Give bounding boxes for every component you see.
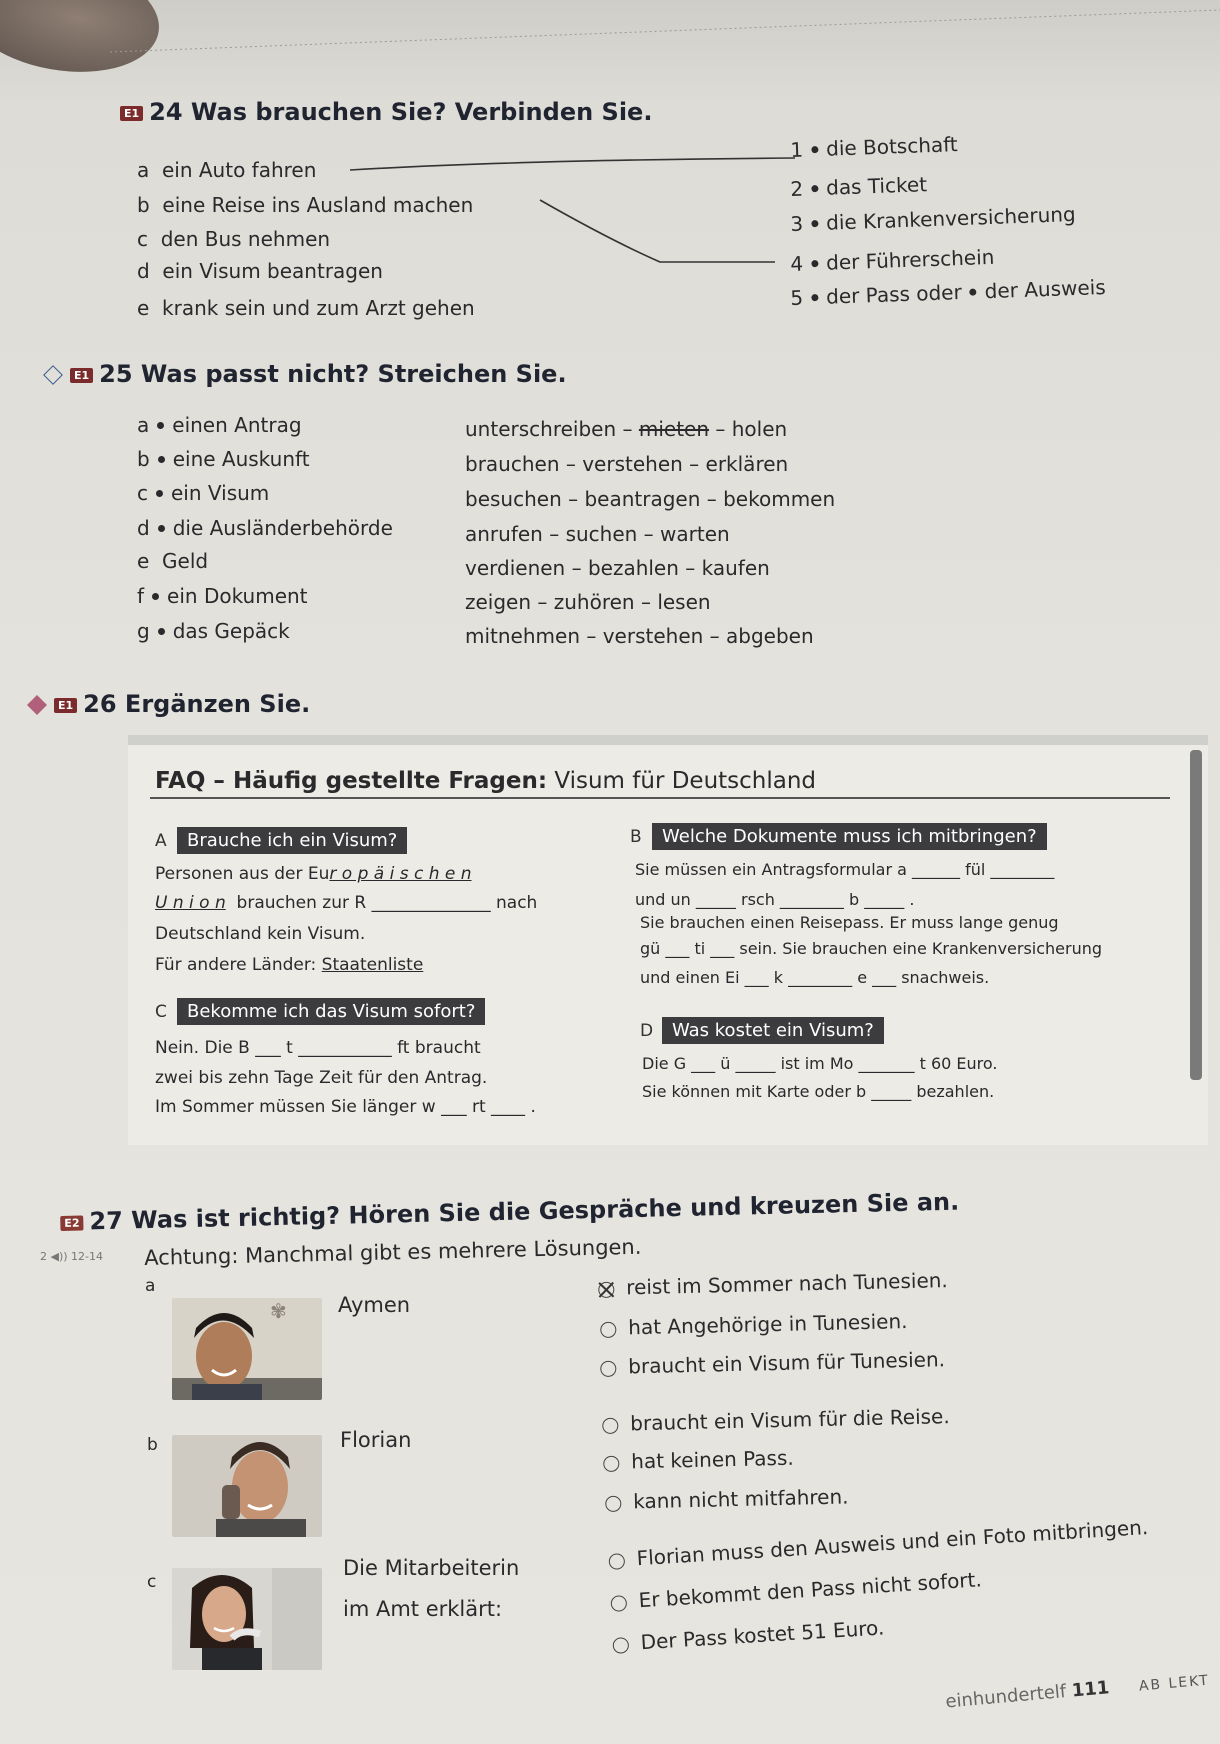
radio-icon[interactable] xyxy=(605,1495,621,1511)
ex26-heading xyxy=(30,690,310,718)
radio-icon[interactable] xyxy=(603,1455,619,1471)
page-number: 111 xyxy=(1070,1677,1111,1702)
ex27-a-option-2[interactable]: hat Angehörige in Tunesien. xyxy=(600,1309,908,1340)
faq-b-header: B Welche Dokumente muss ich mitbringen? xyxy=(630,823,1047,850)
ex24-left-c: c den Bus nehmen xyxy=(137,227,331,251)
ex24-left-a: a ein Auto fahren xyxy=(137,158,317,182)
ex24-left-d: d ein Visum beantragen xyxy=(137,259,383,283)
ex25-diamond-icon xyxy=(43,365,63,385)
ex25-row-a: a einen Antrag xyxy=(137,413,302,437)
ex25-row-d: d die Ausländerbehörde xyxy=(137,516,393,540)
faq-b-line4: gü ___ ti ___ sein. Sie brauchen eine Krankenversicherung xyxy=(640,939,1103,958)
ex27-a-letter: a xyxy=(145,1276,156,1296)
faq-a-heading: Brauche ich ein Visum? xyxy=(177,827,407,854)
faq-a-line1: Personen aus der Eur o p ä i s c h e n xyxy=(155,864,472,884)
ex27-b-option-3[interactable]: kann nicht mitfahren. xyxy=(605,1484,849,1514)
ex27-c-letter: c xyxy=(147,1572,157,1592)
radio-icon[interactable] xyxy=(608,1553,625,1570)
radio-icon[interactable] xyxy=(612,1637,629,1654)
ex27-note: Achtung: Manchmal gibt es mehrere Lösungen. xyxy=(144,1234,642,1270)
faq-a-header: A Brauche ich ein Visum? xyxy=(155,827,407,854)
ex27-c-option-2[interactable]: Er bekommt den Pass nicht sofort. xyxy=(610,1567,982,1614)
ex27-c-name: Die Mitarbeiterin xyxy=(343,1556,520,1580)
faq-b-line2: und un _____ rsch ________ b _____ . xyxy=(635,890,915,909)
svg-text:✾: ✾ xyxy=(270,1299,287,1323)
faq-b-line3: Sie brauchen einen Reisepass. Er muss lange genug xyxy=(640,913,1059,932)
faq-a-line2: U n i o n brauchen zur R ______________ nach xyxy=(155,893,538,913)
ex27-a-option-3[interactable]: braucht ein Visum für Tunesien. xyxy=(600,1347,945,1379)
faq-title: FAQ – Häufig gestellte Fragen: Visum für Deutschland xyxy=(155,768,817,794)
ex24-right-5: 5 der Pass oder der Ausweis xyxy=(790,274,1107,310)
ex25-verbs-g: mitnehmen – verstehen – abgeben xyxy=(465,624,814,648)
faq-a-line4: Für andere Länder: Staatenliste xyxy=(155,955,424,975)
ex27-audio-track: 2 ◀)) 12-14 xyxy=(40,1250,103,1263)
ex25-row-c: c ein Visum xyxy=(137,481,270,505)
ex25-title: 25 Was passt nicht? Streichen Sie. xyxy=(99,360,567,388)
page-footer xyxy=(945,1668,1211,1712)
ex25-row-e: e Geld xyxy=(137,549,209,573)
ex25-verbs-c: besuchen – beantragen – bekommen xyxy=(465,487,836,511)
ex27-c-option-3[interactable]: Der Pass kostet 51 Euro. xyxy=(612,1615,885,1656)
struck-word: mieten xyxy=(638,417,710,441)
ex25-heading xyxy=(46,360,567,388)
ex27-b-letter: b xyxy=(147,1435,158,1455)
footer-text: einhundertelf xyxy=(944,1681,1068,1713)
ex26-badge: E1 xyxy=(54,698,77,713)
ex24-left-b: b eine Reise ins Ausland machen xyxy=(137,193,474,217)
ex27-a-photo xyxy=(172,1298,322,1400)
faq-c-line3: Im Sommer müssen Sie länger w ___ rt ____ . xyxy=(155,1097,536,1117)
faq-a-line3: Deutschland kein Visum. xyxy=(155,924,366,944)
ex27-badge: E2 xyxy=(60,1215,84,1231)
ex24-right-4: 4 der Führerschein xyxy=(790,244,995,276)
radio-icon[interactable] xyxy=(600,1360,616,1376)
faq-b-line5: und einen Ei ___ k ________ e ___ snachweis. xyxy=(640,968,990,987)
faq-d-heading: Was kostet ein Visum? xyxy=(662,1017,884,1044)
line-a-1 xyxy=(350,158,795,170)
ex27-b-name: Florian xyxy=(340,1428,412,1452)
radio-icon[interactable] xyxy=(600,1321,616,1337)
ex24-right-3: 3 die Krankenversicherung xyxy=(790,202,1077,236)
faq-c-header: C Bekomme ich das Visum sofort? xyxy=(155,998,485,1025)
faq-d-line1: Die G ___ ü _____ ist im Mo _______ t 60 Euro. xyxy=(642,1054,998,1073)
faq-c-line2: zwei bis zehn Tage Zeit für den Antrag. xyxy=(155,1068,488,1088)
ex27-b-photo xyxy=(172,1435,322,1537)
ex24-right-2: 2 das Ticket xyxy=(790,172,928,201)
faq-scrollbar[interactable] xyxy=(1190,750,1202,1080)
faq-title-rule xyxy=(150,797,1170,799)
page-edge-line xyxy=(110,10,1220,52)
ex27-b-option-2[interactable]: hat keinen Pass. xyxy=(603,1446,794,1474)
ex25-verbs-d: anrufen – suchen – warten xyxy=(465,522,730,546)
faq-b-heading: Welche Dokumente muss ich mitbringen? xyxy=(652,823,1047,850)
checked-radio-icon[interactable] xyxy=(598,1281,614,1297)
staatenliste-link[interactable]: Staatenliste xyxy=(321,955,424,975)
section-label: AB LEKT xyxy=(1138,1672,1211,1695)
faq-c-heading: Bekomme ich das Visum sofort? xyxy=(177,998,485,1025)
ex27-a-option-1[interactable]: reist im Sommer nach Tunesien. xyxy=(598,1268,948,1300)
ex26-title: 26 Ergänzen Sie. xyxy=(83,690,311,718)
ex25-row-f: f ein Dokument xyxy=(137,584,308,608)
faq-d-header: D Was kostet ein Visum? xyxy=(640,1017,884,1044)
ex27-a-name: Aymen xyxy=(338,1293,411,1317)
ex24-right-1: 1 die Botschaft xyxy=(790,132,959,162)
radio-icon[interactable] xyxy=(602,1417,618,1433)
ex27-c-name2: im Amt erklärt: xyxy=(343,1597,503,1621)
ex27-c-option-1[interactable]: Florian muss den Ausweis und ein Foto mitbringen. xyxy=(608,1515,1149,1572)
ex25-row-g: g das Gepäck xyxy=(137,619,290,643)
ex24-title: 24 Was brauchen Sie? Verbinden Sie. xyxy=(149,98,653,126)
ex27-heading xyxy=(60,1188,959,1236)
line-b-4 xyxy=(540,200,775,262)
radio-icon[interactable] xyxy=(610,1595,627,1612)
ex27-title: 27 Was ist richtig? Hören Sie die Gespräche und kreuzen Sie an. xyxy=(89,1187,960,1236)
ex27-c-photo xyxy=(172,1568,322,1670)
ex25-verbs-a: unterschreiben – mieten – holen xyxy=(465,417,788,441)
faq-c-line1: Nein. Die B ___ t ___________ ft braucht xyxy=(155,1038,481,1058)
ex25-verbs-b: brauchen – verstehen – erklären xyxy=(465,452,789,476)
ex25-badge: E1 xyxy=(70,368,93,383)
ex24-badge: E1 xyxy=(120,106,143,121)
ex24-connect-lines xyxy=(0,0,1220,360)
faq-d-line2: Sie können mit Karte oder b _____ bezahlen. xyxy=(642,1082,995,1101)
ex26-diamond-icon xyxy=(27,695,47,715)
faq-b-line1: Sie müssen ein Antragsformular a ______ fül ________ xyxy=(635,860,1055,879)
ex25-verbs-f: zeigen – zuhören – lesen xyxy=(465,590,711,614)
ex27-b-option-1[interactable]: braucht ein Visum für die Reise. xyxy=(602,1404,950,1436)
ex25-verbs-e: verdienen – bezahlen – kaufen xyxy=(465,556,770,580)
ex25-row-b: b eine Auskunft xyxy=(137,447,310,471)
ex24-left-e: e krank sein und zum Arzt gehen xyxy=(137,296,475,320)
